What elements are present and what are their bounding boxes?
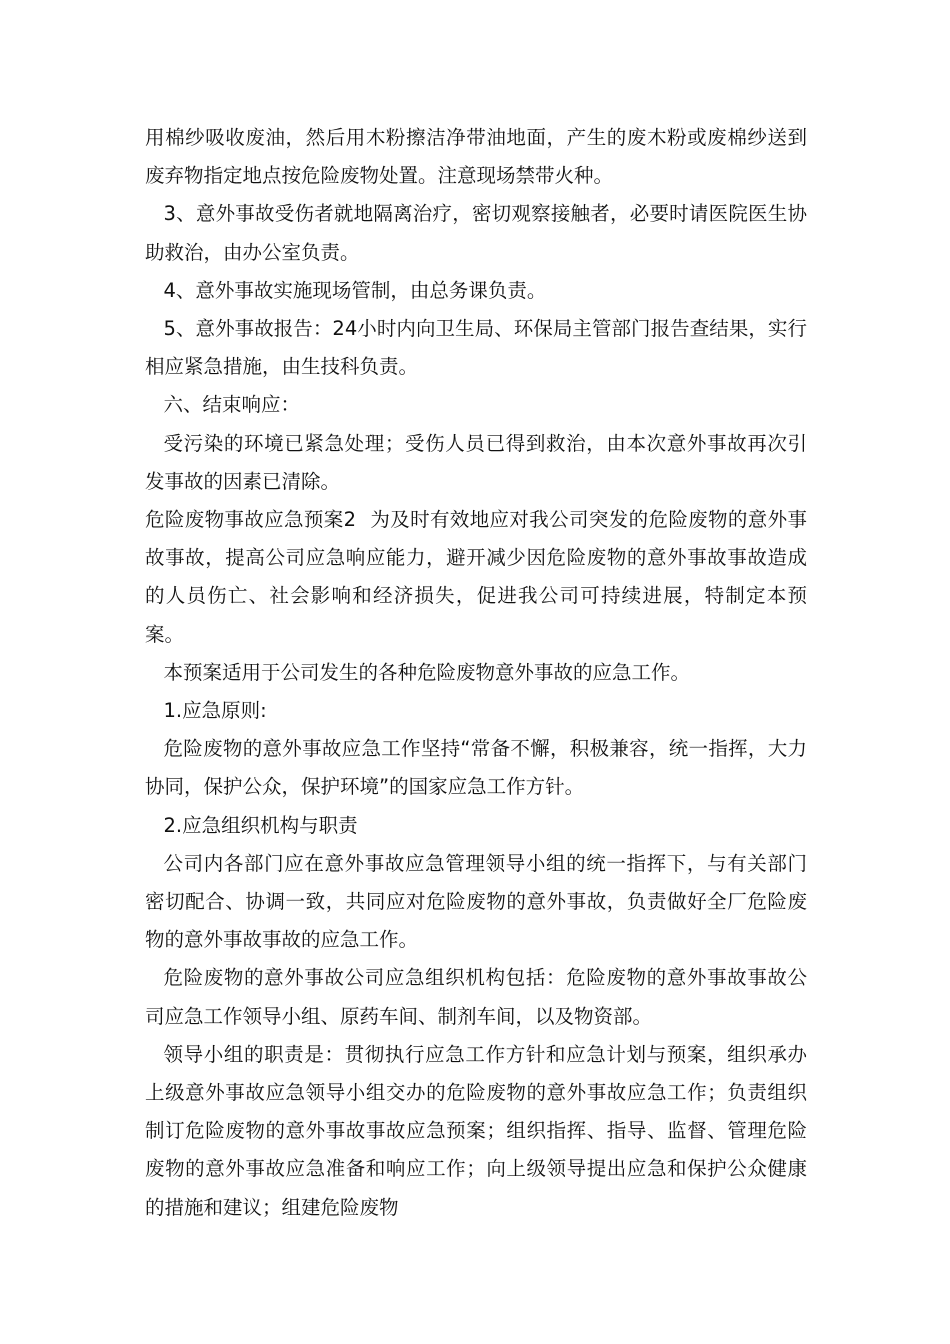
paragraph-item-5-accident-report: 5、意外事故报告：24小时内向卫生局、环保局主管部门报告查结果，实行相应紧急措施，由生技科负责。 (145, 317, 807, 379)
section-title: 危险废物事故应急预案2 (145, 508, 357, 532)
heading-emergency-principles: 1.应急原则: (163, 699, 267, 723)
paragraph-item-4-site-control: 4、意外事故实施现场管制，由总务课负责。 (163, 278, 547, 302)
paragraph-emergency-principles: 危险废物的意外事故应急工作坚持“常备不懈，积极兼容，统一指挥，大力协同，保护公众，保护环境”的国家应急工作方针。 (145, 737, 807, 799)
paragraph-organization-structure: 危险废物的意外事故公司应急组织机构包括：危险废物的意外事故事故公司应急工作领导小组、原药车间、制剂车间，以及物资部。 (145, 966, 807, 1028)
heading-end-response: 六、结束响应： (163, 393, 301, 417)
paragraph-waste-oil-cleanup: 用棉纱吸收废油，然后用木粉擦洁净带油地面，产生的废木粉或废棉纱送到废弃物指定地点按危险废物处置。注意现场禁带火种。 (145, 126, 807, 188)
paragraph-plan-scope: 本预案适用于公司发生的各种危险废物意外事故的应急工作。 (163, 660, 691, 684)
paragraph-end-response-conditions: 受污染的环境已紧急处理；受伤人员已得到救治，由本次意外事故再次引发事故的因素已清除。 (145, 431, 807, 493)
heading-organization-duties: 2.应急组织机构与职责 (163, 813, 358, 837)
section-intro: 为及时有效地应对我公司突发的危险废物的意外事故事故，提高公司应急响应能力，避开减少因危险废物的意外事故事故造成的人员伤亡、社会影响和经济损失，促进我公司可持续进展，特制定本预案。 (145, 508, 807, 646)
paragraph-item-3-injury-treatment: 3、意外事故受伤者就地隔离治疗，密切观察接触者，必要时请医院医生协助救治，由办公室负责。 (145, 202, 807, 264)
paragraph-department-coordination: 公司内各部门应在意外事故应急管理领导小组的统一指挥下，与有关部门密切配合、协调一致，共同应对危险废物的意外事故，负责做好全厂危险废物的意外事故事故的应急工作。 (145, 851, 807, 952)
paragraph-plan-2-intro (145, 501, 807, 654)
document-body (145, 119, 807, 1227)
paragraph-leadership-duties: 领导小组的职责是：贯彻执行应急工作方针和应急计划与预案，组织承办上级意外事故应急领导小组交办的危险废物的意外事故应急工作；负责组织制订危险废物的意外事故事故应急预案；组织指挥、指导、监督、管理危险废物的意外事故应急准备和响应工作；向上级领导提出应急和保护公众健康的措施和建议；组建危险废物 (145, 1042, 807, 1219)
